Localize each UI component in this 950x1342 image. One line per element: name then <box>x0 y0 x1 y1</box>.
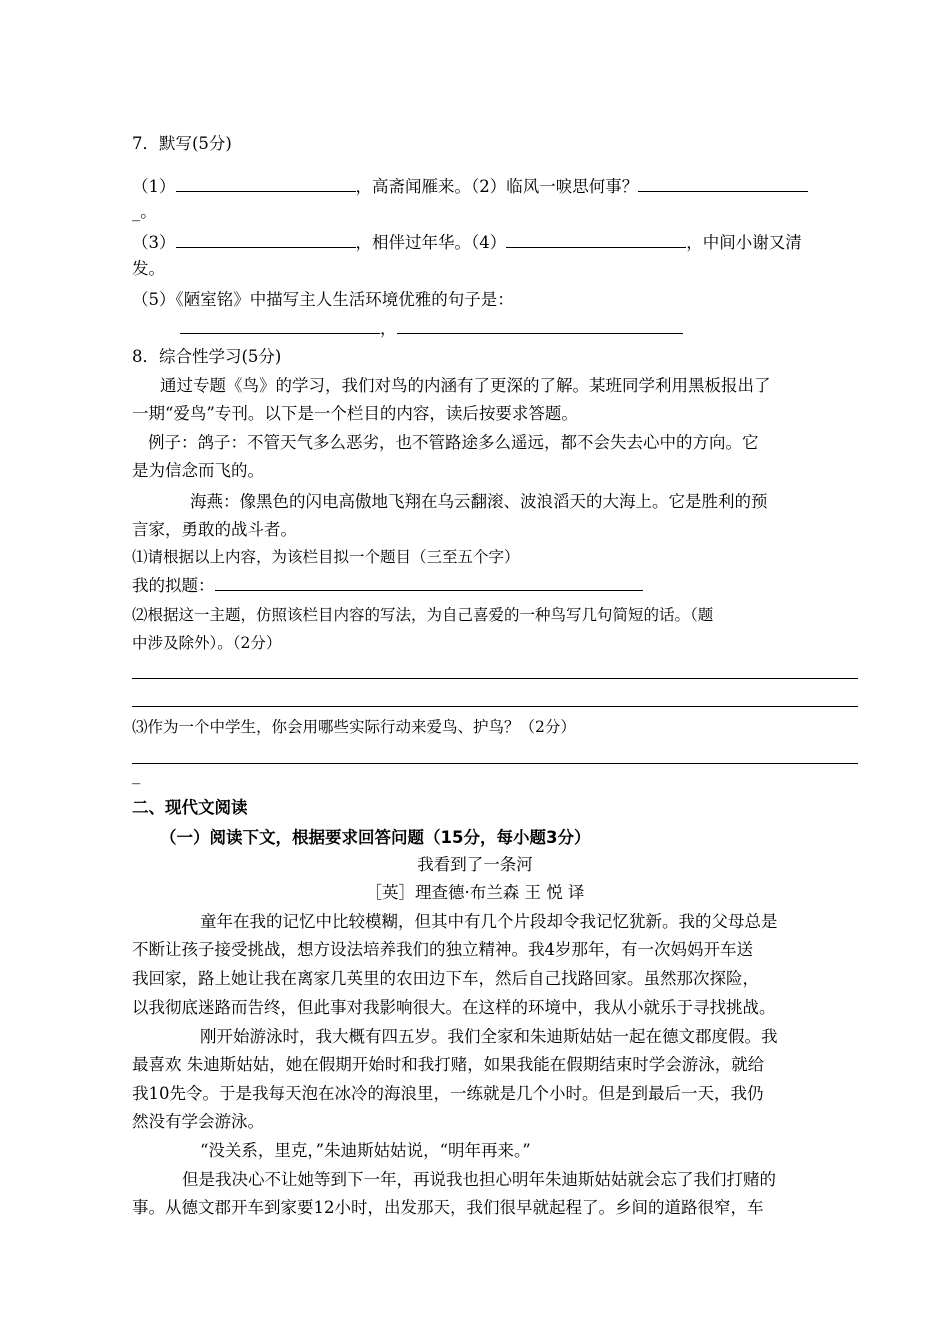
paragraph-1-line-2: 不断让孩子接受挑战，想方设法培养我们的独立精神。我4岁那年，有一次妈妈开车送 <box>132 940 753 959</box>
q8-intro-2: 一期“爱鸟”专刊。以下是一个栏目的内容，读后按要求答题。 <box>132 404 578 423</box>
q8-intro-1: 通过专题《鸟》的学习，我们对鸟的内涵有了更深的了解。某班同学利用黑板报出了 <box>160 376 771 395</box>
q7-line-2-cont: 发。 <box>132 259 165 278</box>
q8-sub-2a: ⑵根据这一主题，仿照该栏目内容的写法，为自己喜爱的一种鸟写几句简短的话。（题 <box>132 606 714 624</box>
paragraph-1-line-1: 童年在我的记忆中比较模糊，但其中有几个片段却令我记忆犹新。我的父母总是 <box>200 912 778 931</box>
answer-blank-title[interactable] <box>215 573 643 591</box>
q8-example-1a: 例子：鸽子：不管天气多么恶劣，也不管路途多么遥远，都不会失去心中的方向。它 <box>148 433 759 452</box>
q8-sub-1: ⑴请根据以上内容，为该栏目拟一个题目（三至五个字） <box>132 548 520 566</box>
paragraph-3: “没关系，里克，”朱迪斯姑姑说，“明年再来。” <box>200 1141 531 1160</box>
q7-line-1 <box>132 174 808 198</box>
q7-line-2 <box>132 230 802 254</box>
q7-item-5: （5）《陋室铭》中描写主人生活环境优雅的句子是： <box>132 290 514 309</box>
section-2-title: 二、现代文阅读 <box>132 798 248 817</box>
q7-item-4-text: ，相伴过年华。（4） <box>355 233 507 252</box>
q7-title: 7．默写(5分) <box>132 134 232 153</box>
answer-blank-4[interactable] <box>506 230 686 248</box>
article-title: 我看到了一条河 <box>417 855 533 874</box>
q8-example-2b: 言家，勇敢的战斗者。 <box>132 520 297 539</box>
q8-sub-3: ⑶作为一个中学生，你会用哪些实际行动来爱鸟、护鸟？（2分） <box>132 718 576 736</box>
paragraph-4-line-2: 事。从德文郡开车到家要12小时，出发那天，我们很早就起程了。乡间的道路很窄，车 <box>132 1198 764 1217</box>
q8-sub-3-cont: _ <box>132 765 141 784</box>
answer-blank-3[interactable] <box>176 230 356 248</box>
answer-blank-2[interactable] <box>638 174 808 192</box>
answer-line-2b[interactable] <box>132 706 858 707</box>
paragraph-1-line-4: 以我彻底迷路而告终，但此事对我影响很大。在这样的环境中，我从小就乐于寻找挑战。 <box>132 998 776 1017</box>
paragraph-4-line-1: 但是我决心不让她等到下一年，再说我也担心明年朱迪斯姑姑就会忘了我们打赌的 <box>182 1170 776 1189</box>
answer-line-3[interactable] <box>132 763 858 764</box>
q7-item-2-text: ，高斋闻雁来。（2）临风一唳思何事？ <box>355 177 639 196</box>
paragraph-2-line-4: 然没有学会游泳。 <box>132 1112 264 1131</box>
q8-title-answer-line <box>132 573 643 597</box>
q8-example-1b: 是为信念而飞的。 <box>132 461 264 480</box>
q7-line-1-cont: _。 <box>132 202 157 221</box>
paragraph-2-line-3: 我10先令。于是我每天泡在冰冷的海浪里，一练就是几个小时。但是到最后一天，我仍 <box>132 1084 764 1103</box>
q7-line-5-answers <box>180 316 683 340</box>
q8-title-label: 我的拟题： <box>132 576 215 595</box>
section-2-subtitle: （一）阅读下文，根据要求回答问题（15分，每小题3分） <box>160 828 591 847</box>
paragraph-1-line-3: 我回家，路上她让我在离家几英里的农田边下车，然后自己找路回家。虽然那次探险， <box>132 969 759 988</box>
q7-item-1-label: （1） <box>132 177 176 196</box>
q8-example-2a: 海燕：像黑色的闪电高傲地飞翔在乌云翻滚、波浪滔天的大海上。它是胜利的预 <box>190 492 768 511</box>
article-author: ［英］理查德·布兰森 王 悦 译 <box>365 883 585 902</box>
answer-line-2a[interactable] <box>132 678 858 679</box>
q7-item-4-tail: ，中间小谢又清 <box>686 233 802 252</box>
answer-blank-1[interactable] <box>176 174 356 192</box>
q7-item-3-label: （3） <box>132 233 176 252</box>
paragraph-2-line-1: 刚开始游泳时，我大概有四五岁。我们全家和朱迪斯姑姑一起在德文郡度假。我 <box>200 1027 778 1046</box>
q8-title: 8．综合性学习(5分) <box>132 347 282 366</box>
paragraph-2-line-2: 最喜欢 朱迪斯姑姑，她在假期开始时和我打赌，如果我能在假期结束时学会游泳，就给 <box>132 1055 765 1074</box>
q7-separator: ， <box>380 319 397 338</box>
answer-blank-5a[interactable] <box>180 316 380 334</box>
answer-blank-5b[interactable] <box>397 316 683 334</box>
q8-sub-2b: 中涉及除外）。（2分） <box>132 634 282 652</box>
